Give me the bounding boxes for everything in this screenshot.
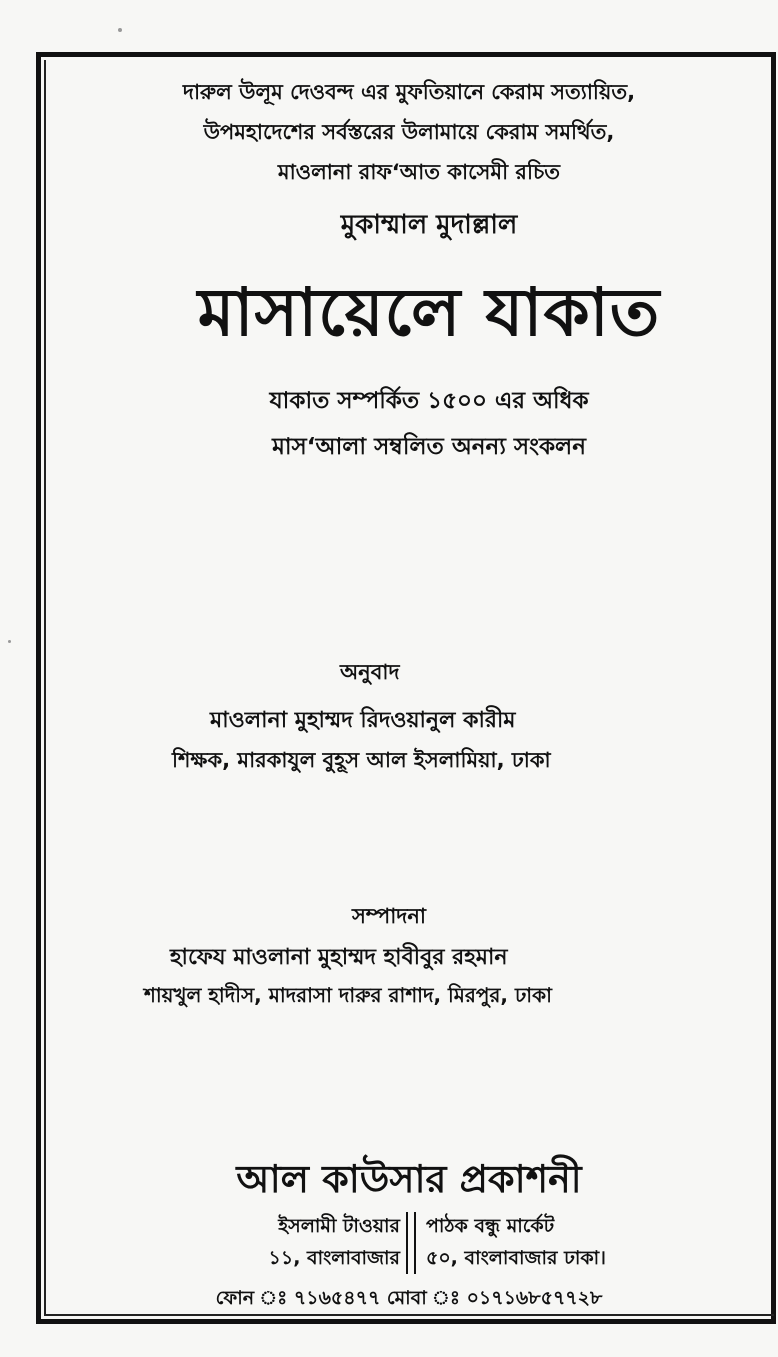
publisher-name: আল কাউসার প্রকাশনী [236,1157,582,1201]
book-title: মাসায়েলে যাকাত [197,274,661,351]
publisher-address [200,1210,700,1274]
publisher-phone: ফোন ঃ ৭১৬৫৪৭৭ মোবা ঃ ০১৭১৬৮৫৭৭২৮ [215,1287,603,1309]
editor-name: হাফেয মাওলানা মুহাম্মদ হাবীবুর রহমান [170,945,508,970]
address-left [269,1210,400,1274]
address-left-line-2: ১১, বাংলাবাজার [268,1247,400,1269]
paper-speck [8,640,11,643]
address-right-line-1: পাঠক বন্ধু মার্কেট [426,1215,555,1237]
description-line-1: যাকাত সম্পর্কিত ১৫০০ এর অধিক [269,388,589,414]
editor-title: শায়খুল হাদীস, মাদরাসা দারুর রাশাদ, মিরপুর, ঢাকা [144,983,552,1007]
translation-label: অনুবাদ [340,660,400,684]
editing-label: সম্পাদনা [352,904,426,928]
endorsement-line-1: দারুল উলূম দেওবন্দ এর মুফতিয়ানে কেরাম সত্যায়িত, [182,80,636,104]
inner-border-left [44,60,46,1316]
address-divider [406,1212,416,1274]
endorsement-line-2: উপমহাদেশের সর্বস্তরের উলামায়ে কেরাম সমর্থিত, [203,120,615,144]
address-left-line-1: ইসলামী টাওয়ার [278,1215,400,1237]
book-subtitle: মুকাম্মাল মুদাল্লাল [340,210,518,240]
translator-title: শিক্ষক, মারকাযুল বুহূস আল ইসলামিয়া, ঢাকা [172,748,551,772]
paper-speck [118,28,122,32]
address-right [426,1210,606,1274]
address-right-line-2: ৫০, বাংলাবাজার ঢাকা। [426,1247,606,1269]
description-line-2: মাস‘আলা সম্বলিত অনন্য সংকলন [272,434,586,460]
translator-name: মাওলানা মুহাম্মদ রিদওয়ানুল কারীম [210,708,516,733]
author-line: মাওলানা রাফ‘আত কাসেমী রচিত [277,160,561,184]
